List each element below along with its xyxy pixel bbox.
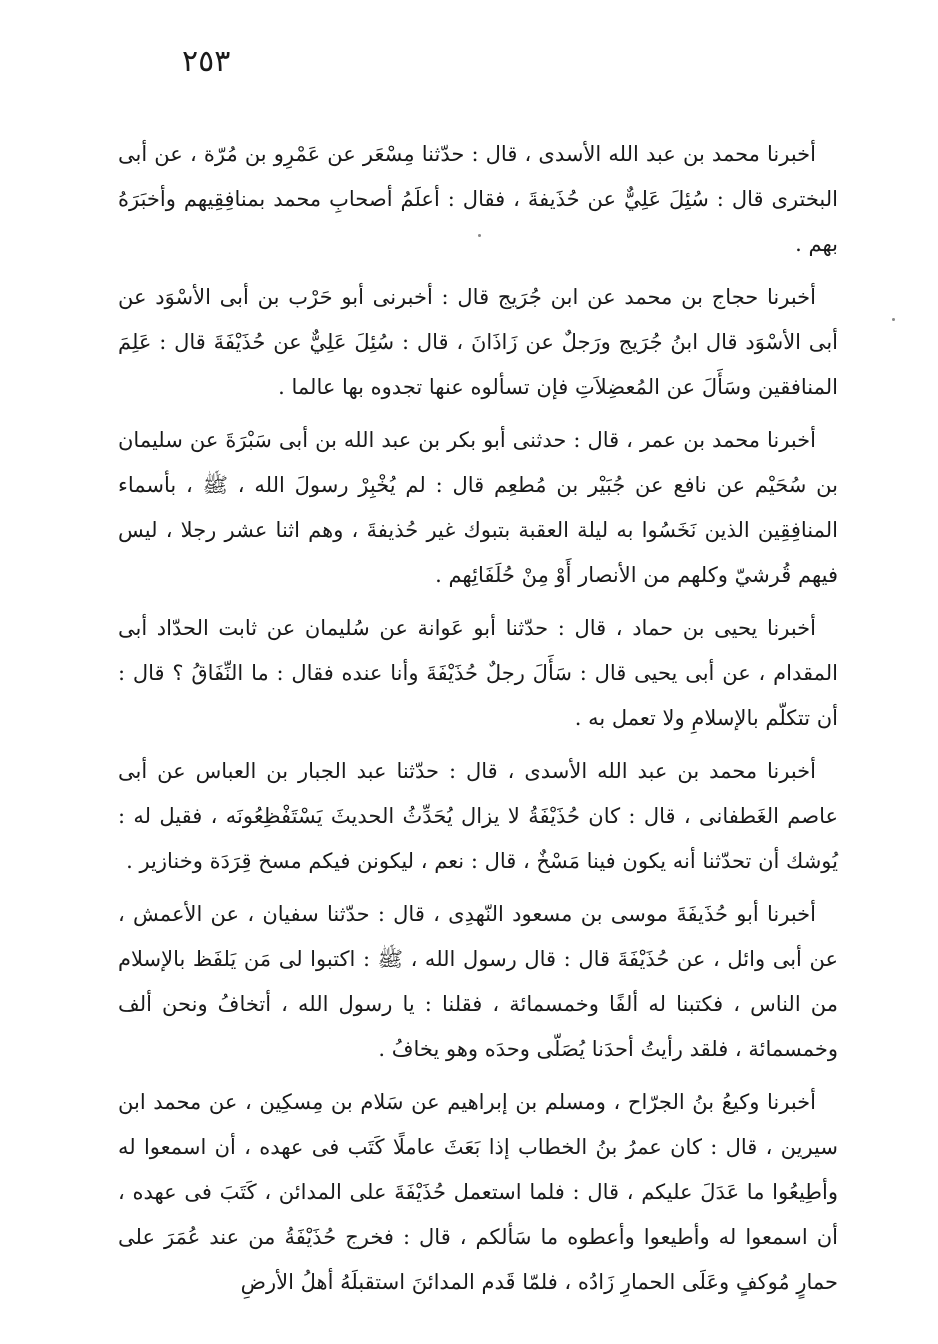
paragraph: أخبرنا حجاج بن محمد عن ابن جُرَيج قال : أخبرنى أبو حَرْب بن أبى الأسْوَد عن أبى الأسْوَد قال ابنُ جُرَيج ورَجلٌ عن زَاذَانَ ، قال : سُئِلَ عَلِيٌّ عن حُذَيْفَةَ قال : عَلِمَ المنافقين وسَأَلَ عن المُعضِلاَتِ فإن تسألوه عنها تجدوه بها عالما . (118, 285, 838, 399)
paragraph: أخبرنا محمد بن عمر ، قال : حدثنى أبو بكر بن عبد الله بن أبى سَبْرَةَ عن سليمان بن سُحَيْم عن نافع عن جُبَيْر بن مُطعِم قال : لم يُخْبِرْ رسولَ الله ، ﷺ ، بأسماء المنافِقِين الذين نَخَسُوا به ليلة العقبة بتبوك غير حُذيفةَ ، وهم اثنا عشر رجلا ، ليس فيهم قُرشيّ وكلهم من الأنصار أَوْ مِنْ حُلَفَائِهم . (118, 428, 838, 587)
paragraph: أخبرنا محمد بن عبد الله الأسدى ، قال : حدّثنا عبد الجبار بن العباس عن أبى عاصم الغَطفانى ، قال : كان حُذَيْفَةُ لا يزال يُحَدِّثُ الحديثَ يَسْتَفْظِعُونَه ، فقيل له : يُوشك أن تحدّثنا أنه يكون فينا مَسْخٌ ، قال : نعم ، ليكونن فيكم مسخ قِرَدَة وخنازير . (118, 759, 838, 873)
paragraph: أخبرنا وكيعُ بنُ الجرّاح ، ومسلم بن إبراهيم عن سَلام بن مِسكِين ، عن محمد ابن سيرين ، قال : كان عمرُ بنُ الخطاب إذا بَعَثَ عاملًا كَتَب فى عهده ، أن اسمعوا له وأطِيعُوا ما عَدَلَ عليكم ، قال : فلما استعمل حُذَيْفَةَ على المدائن ، كَتَبَ فى عهده ، أن اسمعوا له وأطيعوا وأعطوه ما سَألكم ، قال : فخرج حُذَيْفَةُ من عند عُمَرَ على حمارٍ مُوكفٍ وعَلَى الحمارِ زَادُه ، فلمّا قَدم المدائنَ استقبلَهُ أهلُ الأرضِ (118, 1090, 838, 1294)
paragraph: أخبرنا محمد بن عبد الله الأسدى ، قال : حدّثنا مِسْعَر عن عَمْرِو بن مُرّة ، عن أبى البخترى قال : سُئِلَ عَلِيٌّ عن حُذَيفةَ ، فقال : أعلَمُ أصحابِ محمد بمنافِقِيهم وأخبَرَهُ بهم . (118, 142, 838, 256)
paragraph: أخبرنا يحيى بن حماد ، قال : حدّثنا أبو عَوانة عن سُليمان عن ثابت الحدّاد أبى المقدام ، عن أبى يحيى قال : سَأَلَ رجلٌ حُذَيْفَةَ وأنا عنده فقال : ما النِّفَاقُ ؟ قال : أن تتكلّم بالإسلامِ ولا تعمل به . (118, 616, 838, 730)
page-number: ٢٥٣ (182, 44, 231, 79)
body-text (118, 132, 838, 1313)
paragraph: أخبرنا أبو حُذَيفَةَ موسى بن مسعود النّهدِى ، قال : حدّثنا سفيان ، عن الأعمش ، عن أبى وائل ، عن حُذَيْفَةَ قال : قال رسول الله ، ﷺ : اكتبوا لى مَن يَلفَظ بالإسلام من الناس ، فكتبنا له ألفًا وخمسمائة ، فقلنا : يا رسول الله ، أتخافُ ونحن ألف وخمسمائة ، فلقد رأيتُ أحدَنا يُصَلّى وحدَه وهو يخافُ . (118, 902, 838, 1061)
scan-speck (892, 318, 895, 321)
scan-speck (478, 234, 481, 237)
